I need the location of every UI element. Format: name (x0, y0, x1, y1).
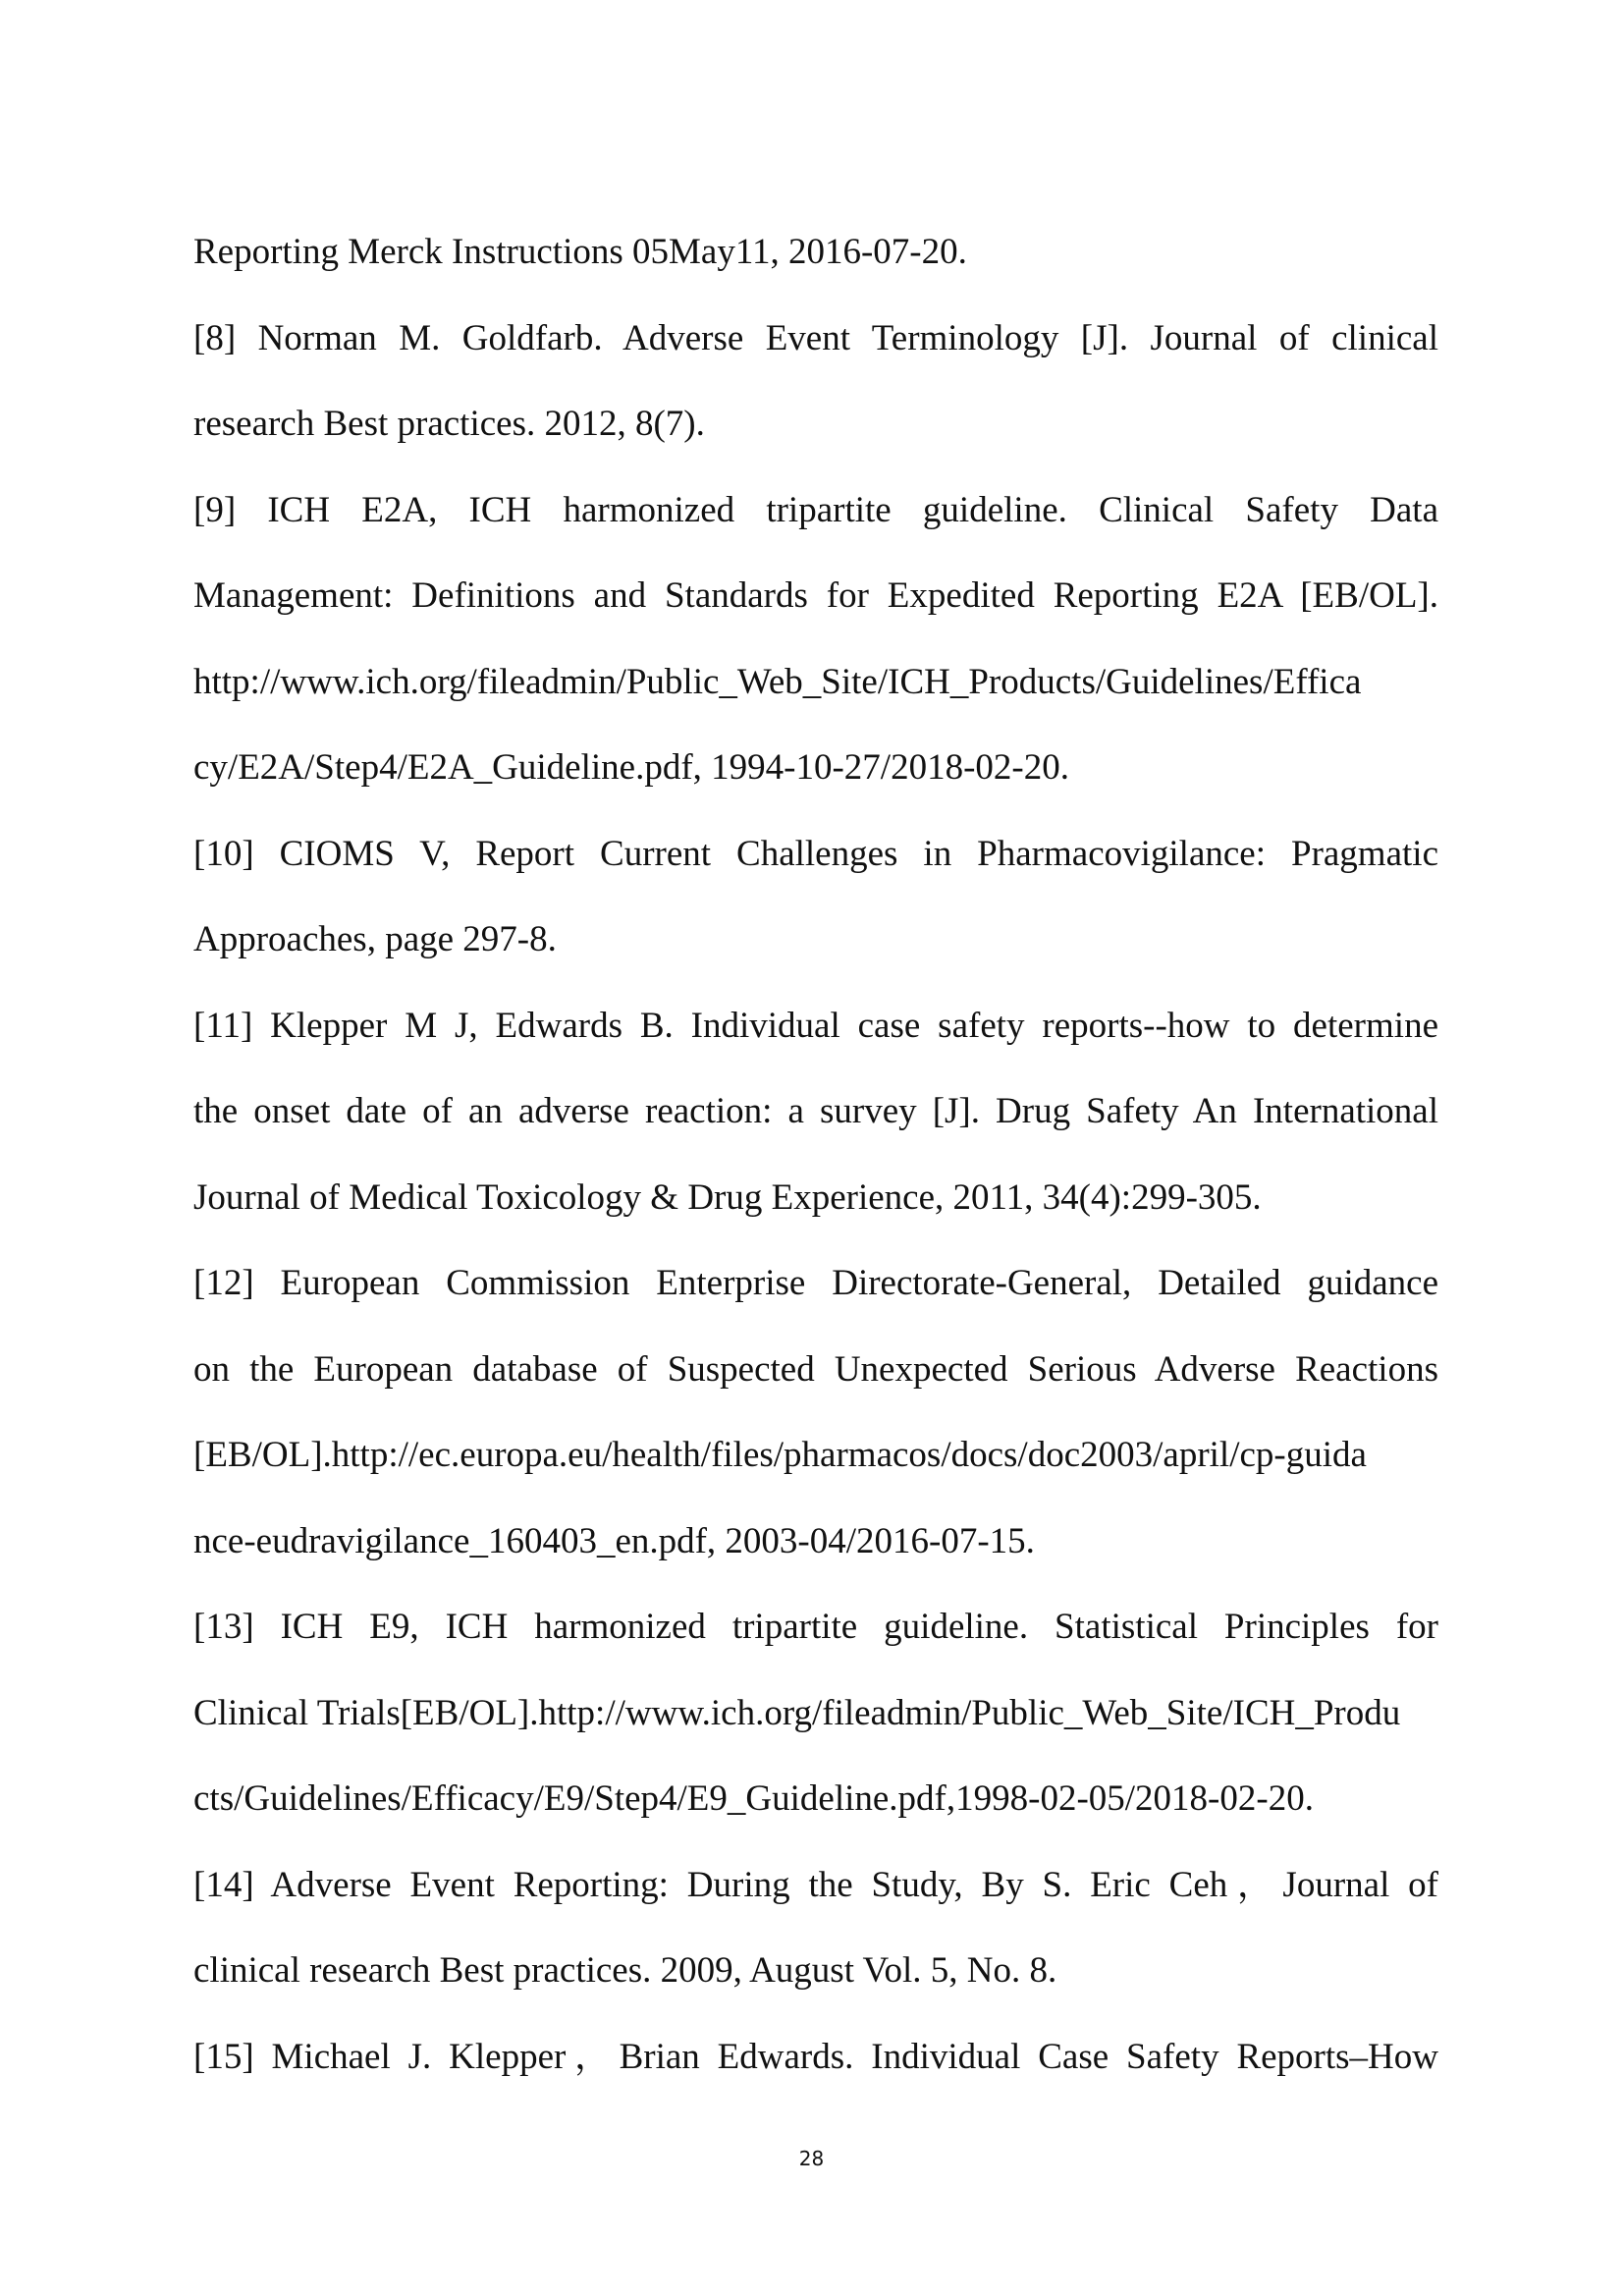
reference-line: [14] Adverse Event Reporting: During the Study, By S. Eric Ceh，Journal of (193, 1864, 1438, 1905)
reference-line: [11] Klepper M J, Edwards B. Individual case safety reports--how to determine (193, 1005, 1438, 1046)
reference-line: on the European database of Suspected Unexpected Serious Adverse Reactions (193, 1348, 1438, 1390)
reference-line: research Best practices. 2012, 8(7). (193, 404, 705, 444)
reference-line: Clinical Trials[EB/OL].http://www.ich.org/fileadmin/Public_Web_Site/ICH_Produ (193, 1692, 1401, 1733)
reference-line: the onset date of an adverse reaction: a survey [J]. Drug Safety An International (193, 1091, 1438, 1131)
reference-line: Journal of Medical Toxicology & Drug Experience, 2011, 34(4):299-305. (193, 1176, 1262, 1218)
reference-line: [10] CIOMS V, Report Current Challenges in Pharmacovigilance: Pragmatic (193, 833, 1438, 874)
reference-line: cts/Guidelines/Efficacy/E9/Step4/E9_Guideline.pdf,1998-02-05/2018-02-20. (193, 1778, 1314, 1819)
reference-list (193, 209, 1438, 2100)
reference-line: nce-eudravigilance_160403_en.pdf, 2003-04/2016-07-15. (193, 1520, 1035, 1561)
reference-line: [8] Norman M. Goldfarb. Adverse Event Terminology [J]. Journal of clinical (193, 317, 1438, 358)
reference-line: [9] ICH E2A, ICH harmonized tripartite guideline. Clinical Safety Data (193, 489, 1438, 530)
reference-line: [15] Michael J. Klepper，Brian Edwards. Individual Case Safety Reports–How (193, 2036, 1438, 2077)
reference-line: [13] ICH E9, ICH harmonized tripartite guideline. Statistical Principles for (193, 1607, 1438, 1647)
reference-line: [12] European Commission Enterprise Directorate-General, Detailed guidance (193, 1263, 1438, 1303)
reference-line: [EB/OL].http://ec.europa.eu/health/files/pharmacos/docs/doc2003/april/cp-guida (193, 1435, 1367, 1475)
reference-line: Reporting Merck Instructions 05May11, 2016-07-20. (193, 232, 967, 272)
reference-line: Approaches, page 297-8. (193, 919, 557, 959)
reference-line: http://www.ich.org/fileadmin/Public_Web_Site/ICH_Products/Guidelines/Effica (193, 661, 1362, 702)
reference-line: cy/E2A/Step4/E2A_Guideline.pdf, 1994-10-27/2018-02-20. (193, 747, 1069, 788)
reference-line: clinical research Best practices. 2009, August Vol. 5, No. 8. (193, 1950, 1057, 1991)
reference-line: Management: Definitions and Standards for Expedited Reporting E2A [EB/OL]. (193, 575, 1438, 616)
page-number: 28 (798, 2147, 825, 2170)
